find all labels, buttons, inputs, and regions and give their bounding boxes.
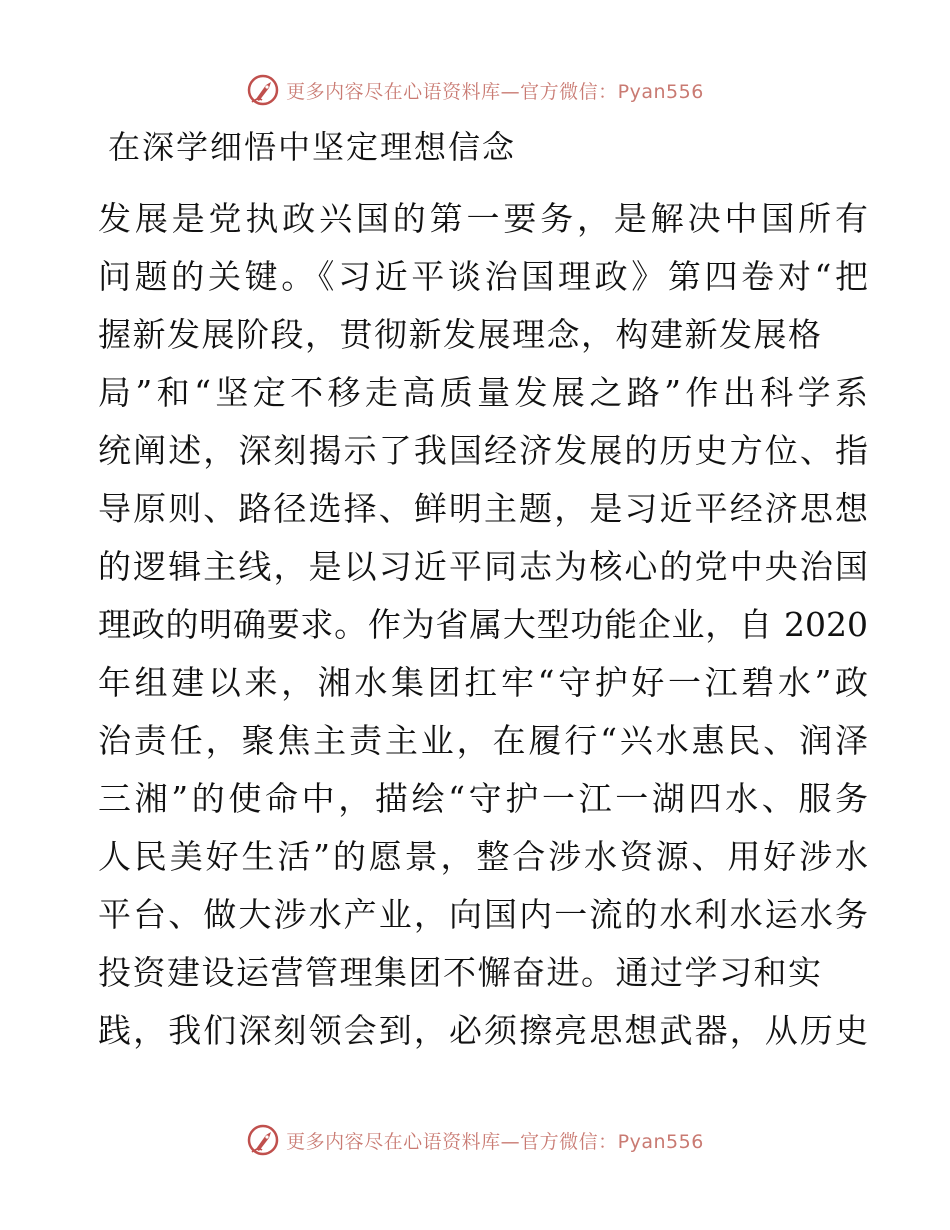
body-line: 统阐述，深刻揭示了我国经济发展的历史方位、指 — [98, 431, 868, 470]
document-body — [98, 190, 868, 1060]
document-title: 在深学细悟中坚定理想信念 — [108, 128, 517, 166]
body-line: 三湘”的使命中，描绘“守护一江一湖四水、服务 — [98, 779, 868, 818]
body-line: 践，我们深刻领会到，必须擦亮思想武器，从历史 — [98, 1011, 868, 1050]
footer-watermark-banner — [0, 1120, 950, 1160]
pen-nib-logo-icon — [246, 73, 280, 107]
body-line: 的逻辑主线，是以习近平同志为核心的党中央治国 — [98, 547, 868, 586]
header-watermark-text: 更多内容尽在心语资料库—官方微信：Pyan556 — [286, 80, 704, 103]
body-line: 治责任，聚焦主责主业，在履行“兴水惠民、润泽 — [98, 721, 868, 760]
body-line: 年组建以来，湘水集团扛牢“守护好一江碧水”政 — [98, 663, 868, 702]
body-line: 握新发展阶段，贯彻新发展理念，构建新发展格 — [98, 315, 823, 354]
body-line: 理政的明确要求。作为省属大型功能企业，自 2020 — [98, 605, 868, 644]
header-watermark-banner — [0, 70, 950, 110]
footer-watermark-text: 更多内容尽在心语资料库—官方微信：Pyan556 — [286, 1130, 704, 1153]
body-line: 问题的关键。《习近平谈治国理政》第四卷对“把 — [98, 257, 868, 296]
body-line: 导原则、路径选择、鲜明主题，是习近平经济思想 — [98, 489, 868, 528]
body-line: 人民美好生活”的愿景，整合涉水资源、用好涉水 — [98, 837, 868, 876]
body-line: 局”和“坚定不移走高质量发展之路”作出科学系 — [98, 373, 868, 412]
body-line: 投资建设运营管理集团不懈奋进。通过学习和实 — [98, 953, 823, 992]
body-line: 发展是党执政兴国的第一要务，是解决中国所有 — [98, 199, 868, 238]
body-line: 平台、做大涉水产业，向国内一流的水利水运水务 — [98, 895, 868, 934]
pen-nib-logo-icon — [246, 1123, 280, 1157]
